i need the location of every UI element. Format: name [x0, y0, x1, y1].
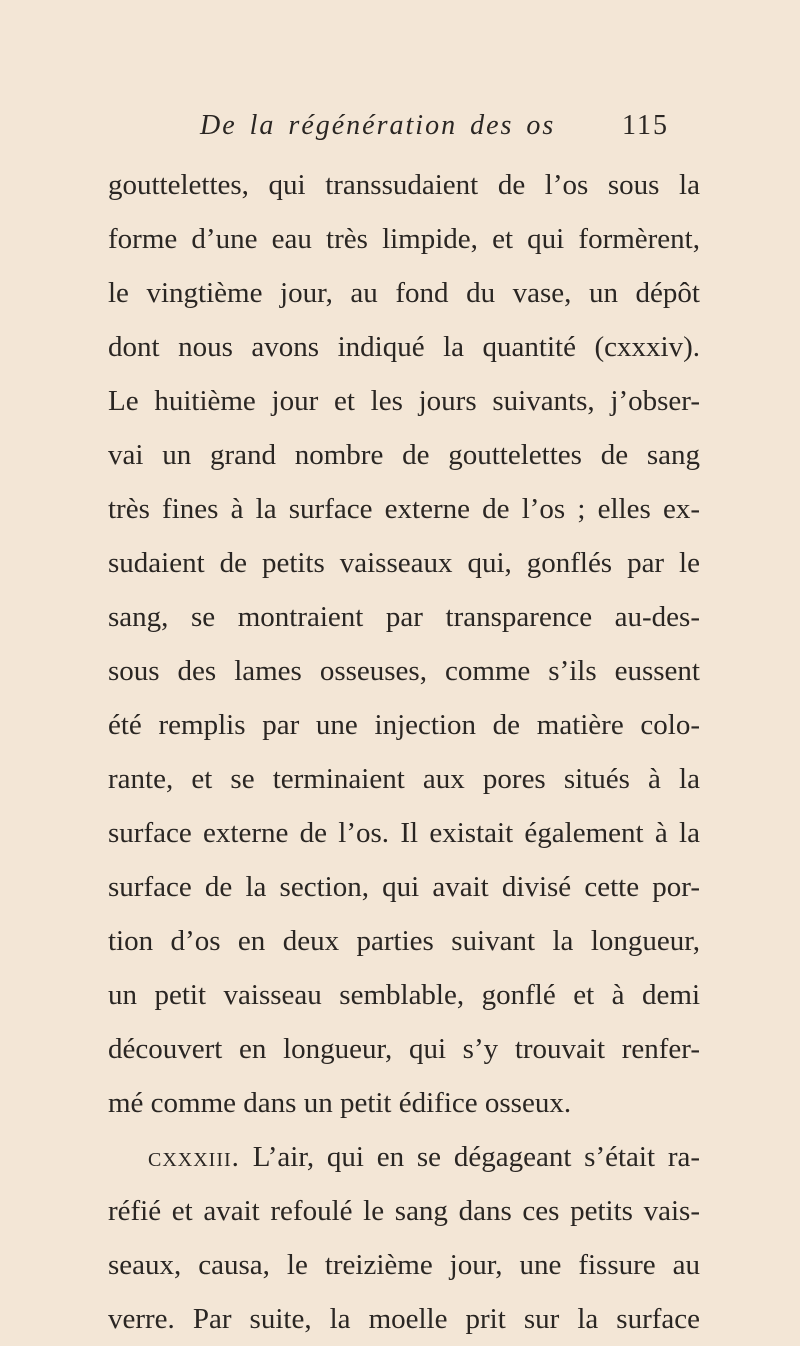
- text-line: mé comme dans un petit édifice osseux.: [108, 1087, 572, 1119]
- running-title: De la régénération des os: [200, 110, 556, 141]
- text-line: été remplis par une injection de matière colo-: [108, 709, 700, 741]
- text-line: gouttelettes, qui transsudaient de l’os sous la: [108, 169, 700, 201]
- text-line: réfié et avait refoulé le sang dans ces petits vais-: [108, 1195, 700, 1227]
- section-number: cxxxiii.: [148, 1141, 240, 1173]
- text-line: forme d’une eau très limpide, et qui formèrent,: [108, 223, 700, 255]
- text-line: vai un grand nombre de gouttelettes de sang: [108, 439, 700, 471]
- text-line: un petit vaisseau semblable, gonflé et à demi: [108, 979, 700, 1011]
- text-line: surface externe de l’os. Il existait également à la: [108, 817, 700, 849]
- text-line: Le huitième jour et les jours suivants, j’obser-: [108, 385, 700, 417]
- text-line: surface de la section, qui avait divisé cette por-: [108, 871, 700, 903]
- page-number: 115: [622, 110, 669, 141]
- text-line: très fines à la surface externe de l’os ; elles ex-: [108, 493, 700, 525]
- text-line: verre. Par suite, la moelle prit sur la surface: [108, 1303, 700, 1335]
- section-first-line: [108, 1130, 700, 1184]
- text-line: sous des lames osseuses, comme s’ils eussent: [108, 655, 700, 687]
- text-line: découvert en longueur, qui s’y trouvait renfer-: [108, 1033, 700, 1065]
- text-line: le vingtième jour, au fond du vase, un dépôt: [108, 277, 700, 309]
- text-line: seaux, causa, le treizième jour, une fissure au: [108, 1249, 700, 1281]
- section-text: L’air, qui en se dégageant s’était ra-: [252, 1141, 700, 1173]
- text-line: sudaient de petits vaisseaux qui, gonflés par le: [108, 547, 700, 579]
- text-line: sang, se montraient par transparence au-des-: [108, 601, 700, 633]
- running-head: [0, 108, 800, 148]
- text-line: dont nous avons indiqué la quantité (cxxxiv).: [108, 331, 700, 363]
- text-line: rante, et se terminaient aux pores situés à la: [108, 763, 700, 795]
- body-text: [108, 158, 700, 1346]
- text-line: tion d’os en deux parties suivant la longueur,: [108, 925, 700, 957]
